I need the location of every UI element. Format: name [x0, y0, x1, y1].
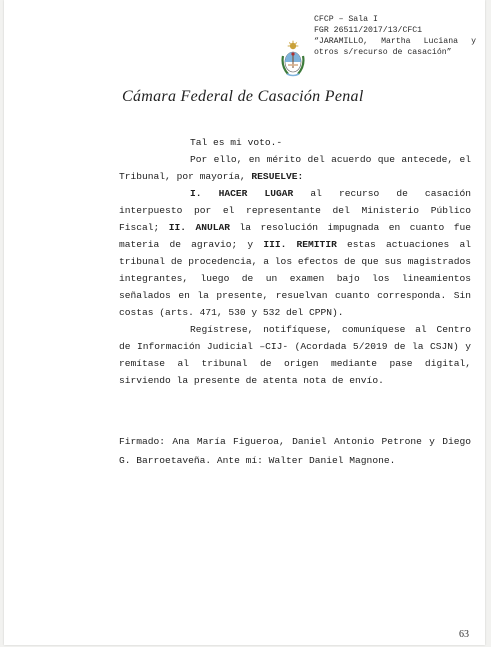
- case-chamber: CFCP – Sala I: [314, 15, 378, 24]
- point-two-number: II.: [168, 222, 187, 233]
- point-three-text: estas actuaciones al tribunal de procedencia, a los efectos de que sus magistrados integrantes, luego de un examen bajo los lineamientos señalados en la presente, resuelvan cuanto corresponda. Sin costas (arts. 471, 530 y 532 del CPPN).: [119, 239, 471, 318]
- point-two-text: la resolución impugnada en cuanto fue materia de agravio; y: [119, 222, 471, 250]
- case-file-number: FGR 26511/2017/13/CFC1: [314, 26, 423, 35]
- case-title-line2: otros s/recurso de casación”: [314, 48, 452, 57]
- point-three-label: III. REMITIR: [263, 239, 337, 250]
- point-two-label: ANULAR: [186, 222, 231, 233]
- point-one-text: al recurso de casación interpuesto por el representante del Ministerio Público Fiscal;: [119, 188, 471, 233]
- case-title-line1: “JARAMILLO, Martha Luciana y: [314, 37, 476, 46]
- vote-statement: [119, 134, 471, 151]
- point-one-label: I. HACER LUGAR: [190, 188, 294, 199]
- document-page: [4, 0, 485, 645]
- resolution-intro: [119, 151, 471, 185]
- argentina-coat-of-arms-icon: [280, 40, 306, 78]
- resolution-points: [119, 185, 471, 321]
- case-reference: [314, 14, 476, 58]
- resuelve-keyword: RESUELVE:: [251, 171, 304, 182]
- registration-paragraph: [119, 321, 471, 389]
- intro-text: Por ello, en mérito del acuerdo que antecede, el Tribunal, por mayoría,: [119, 154, 471, 182]
- resolution-body: [119, 134, 471, 389]
- court-name: Cámara Federal de Casación Penal: [122, 88, 364, 105]
- signatures: Firmado: Ana María Figueroa, Daniel Antonio Petrone y Diego G. Barroetaveña. Ante mí: Walter Daniel Magnone.: [119, 436, 471, 466]
- vote-text: Tal es mi voto.-: [190, 137, 283, 148]
- registration-text: Regístrese, notifíquese, comuníquese al Centro de Información Judicial –CIJ- (Acordada 5/2019 de la CSJN) y remítase al tribunal de origen mediante pase digital, sirviendo la presente de atenta nota de envío.: [119, 324, 471, 386]
- page-number: 63: [459, 629, 469, 640]
